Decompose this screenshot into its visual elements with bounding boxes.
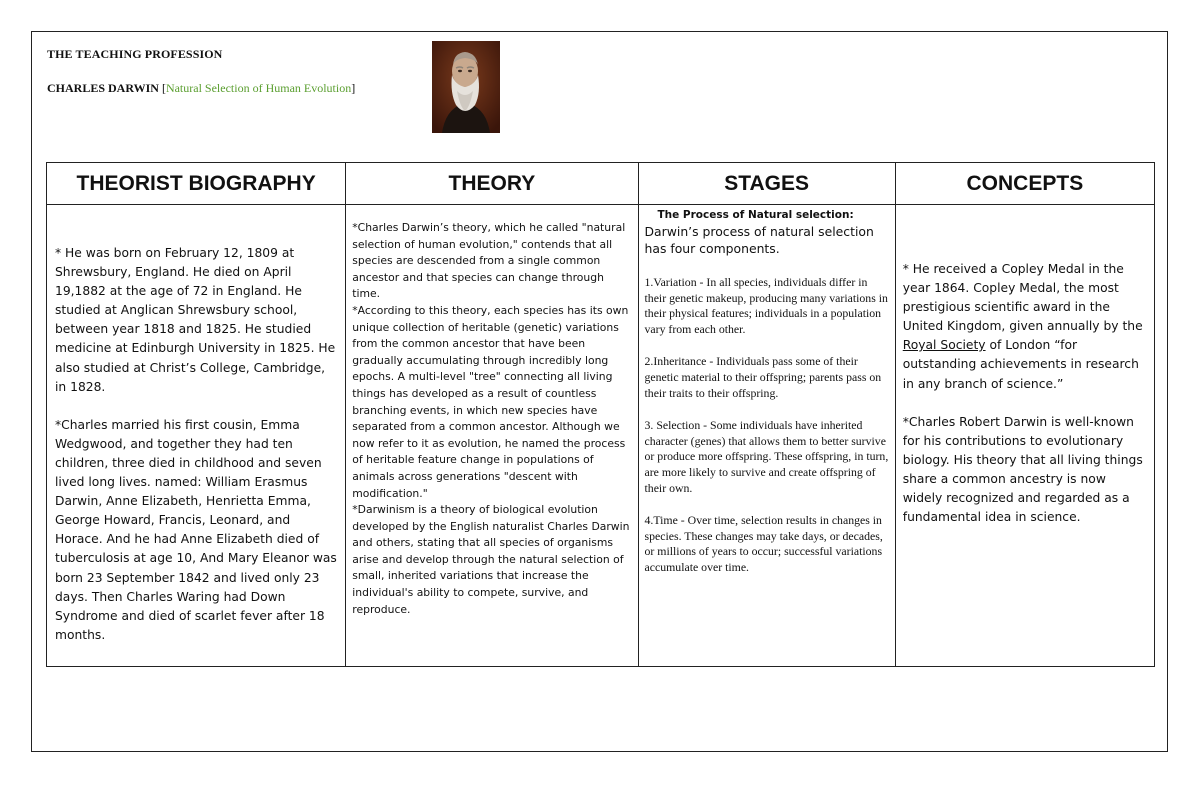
concepts-cell <box>895 205 1154 667</box>
darwin-portrait-image <box>432 41 500 133</box>
biography-cell <box>47 205 346 667</box>
theory-paragraph: *Darwinism is a theory of biological evolution developed by the English naturalist Charles Darwin and others, stating that all species of organisms arise and develop through the natural selection of small, inherited variations that increase the individual's ability to compete, survive, and reproduce. <box>352 503 630 616</box>
concept-paragraph: * He received a Copley Medal in the year 1864. Copley Medal, the most prestigious scientific award in the United Kingdom, given annually by the Royal Society of London “for outstanding achievements in research in any branch of science.” <box>902 262 1143 391</box>
header-theory: THEORY <box>346 163 638 205</box>
header-stages: STAGES <box>638 163 895 205</box>
stage-item: 4.Time - Over time, selection results in changes in species. These changes may take days, or decades, or millions of years to occur; successful variations accumulate over time. <box>644 513 883 574</box>
stage-item: 3. Selection - Some individuals have inherited character (genes) that allows them to better survive or produce more offspring. These offspring, in turn, are more likely to survive and create offspring of their own. <box>644 418 889 495</box>
stage-item: 2.Inheritance - Individuals pass some of their genetic material to their offspring; parents pass on their traits to their offspring. <box>644 354 882 400</box>
stages-intro: Darwin’s process of natural selection has four components. <box>644 224 874 256</box>
document-title: THE TEACHING PROFESSION <box>47 47 223 61</box>
subject-name: CHARLES DARWIN <box>47 81 159 95</box>
table-header-row <box>47 163 1155 205</box>
subject-line: CHARLES DARWIN [Natural Selection of Human Evolution] <box>47 81 356 95</box>
stages-cell <box>638 205 895 667</box>
theory-paragraph: *Charles Darwin’s theory, which he called "natural selection of human evolution," contends that all species are descended from a single common ancestor and that species can change through time. <box>352 221 626 301</box>
subject-topic: Natural Selection of Human Evolution <box>165 81 352 95</box>
stages-title: The Process of Natural selection: <box>657 209 854 221</box>
concept-paragraph: *Charles Robert Darwin is well-known for his contributions to evolutionary biology. His theory that all living things share a common ancestry is now widely recognized and regarded as a fundamental idea in science. <box>902 414 1143 525</box>
stage-item: 1.Variation - In all species, individuals differ in their genetic makeup, producing many variations in their physical features; individuals in a population vary from each other. <box>644 275 888 336</box>
header-biography: THEORIST BIOGRAPHY <box>47 163 346 205</box>
royal-society-link[interactable]: Royal Society <box>902 338 986 353</box>
table-body-row <box>47 205 1155 667</box>
theory-paragraph: *According to this theory, each species has its own unique collection of heritable (genetic) variations from the common ancestor that have been gradually accumulating through incredibly long epochs. A multi-level "tree" connecting all living things has developed as a result of countless branching events, in which new species have separated from a common ancestor. Although we now refer to it as evolution, he named the process of heritable feature change in populations of animals across generations "descent with modification." <box>352 303 629 500</box>
header-concepts: CONCEPTS <box>895 163 1154 205</box>
darwin-info-table <box>46 162 1155 667</box>
biography-paragraph: *Charles married his first cousin, Emma Wedgwood, and together they had ten children, three died in childhood and seven lived long lives. named: William Erasmus Darwin, Anne Elizabeth, Henrietta Emma, George Howard, Francis, Leonard, and Horace. And he had Anne Elizabeth died of tuberculosis at age 10, And Mary Eleanor was born 23 September 1842 and lived only 23 days. Then Charles Waring had Down Syndrome and died of scarlet fever after 18 months. <box>55 417 337 642</box>
biography-paragraph: * He was born on February 12, 1809 at Shrewsbury, England. He died on April 19,1882 at the age of 72 in England. He studied at Anglican Shrewsbury school, between year 1818 and 1825. He studied medicine at Edinburgh University in 1825. He also studied at Christ’s College, Cambridge, in 1828. <box>55 246 336 394</box>
theory-cell <box>346 205 638 667</box>
